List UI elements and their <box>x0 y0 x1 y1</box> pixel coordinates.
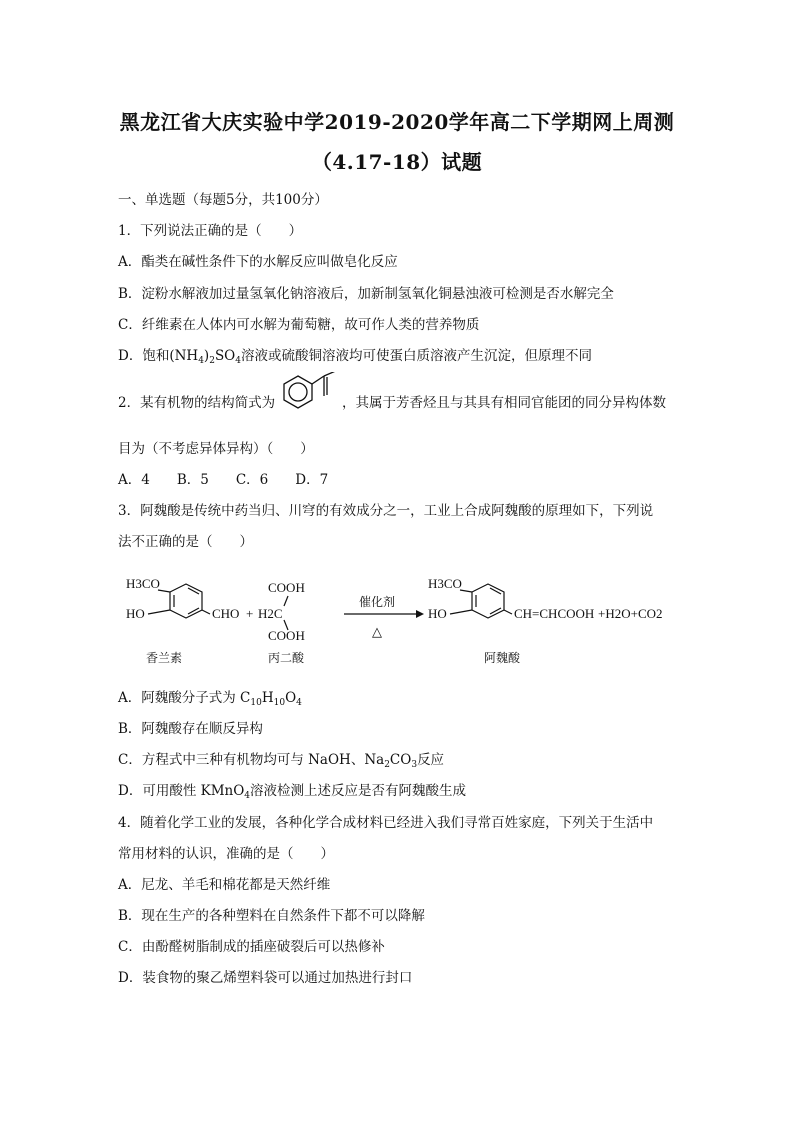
ferulic-acid-synthesis-scheme <box>118 572 678 672</box>
q1-option-c: C．纤维素在人体内可水解为葡萄糖，故可作人类的营养物质 <box>118 317 480 333</box>
q1-option-b: B．淀粉水解液加过量氢氧化钠溶液后，加新制氢氧化铜悬浊液可检测是否水解完全 <box>118 286 614 302</box>
vanillin-hydroxy: HO <box>126 606 145 621</box>
vanillin-aldehyde: CHO <box>212 606 240 621</box>
q3-stem-line1: 3．阿魏酸是传统中药当归、川穹的有效成分之一，工业上合成阿魏酸的原理如下，下列说 <box>118 503 654 519</box>
malonic-bonds <box>284 596 288 630</box>
heat-symbol: △ <box>372 624 382 639</box>
q4-option-b: B．现在生产的各种塑料在自然条件下都不可以降解 <box>118 908 425 924</box>
q4-option-c: C．由酚醛树脂制成的插座破裂后可以热修补 <box>118 939 385 955</box>
q4-option-d: D．装食物的聚乙烯塑料袋可以通过加热进行封口 <box>118 970 413 986</box>
q1-option-d: D．饱和$(NH_4)_2SO_4$溶液或硫酸铜溶液均可使蛋白质溶液产生沉淀，但原理不同 <box>118 348 592 366</box>
catalyst-label: 催化剂 <box>359 595 396 609</box>
reaction-arrow-head <box>416 610 424 618</box>
exam-title-line1: 黑龙江省大庆实验中学2019-2020学年高二下学期网上周测 <box>119 110 675 134</box>
q2-options: A．4 B．5 C．6 D．7 <box>118 472 329 488</box>
q4-stem-line2: 常用材料的认识，准确的是（ ） <box>118 846 334 862</box>
byproducts: +H2O+CO2 <box>598 606 663 621</box>
label-ferulic-acid: 阿魏酸 <box>484 651 521 665</box>
malonic-ch2: H2C <box>258 606 283 621</box>
ferulic-side-chain: CH=CHCOOH <box>514 606 595 621</box>
malonic-cooh-top: COOH <box>268 580 305 595</box>
q1-stem: 1．下列说法正确的是（ ） <box>118 223 303 239</box>
plus-sign: + <box>246 606 254 621</box>
styrene-structure <box>282 372 344 428</box>
q2-stem-line2: 目为（不考虑异体异构）（ ） <box>118 441 314 457</box>
q3-option-b: B．阿魏酸存在顺反异构 <box>118 721 263 737</box>
q3-option-d: D．可用酸性 KMnO$_4$溶液检测上述反应是否有阿魏酸生成 <box>118 783 467 801</box>
q1-option-a: A．酯类在碱性条件下的水解反应叫做皂化反应 <box>118 254 398 270</box>
malonic-cooh-bottom: COOH <box>268 628 305 643</box>
section-heading: 一、单选题（每题5分，共100分） <box>118 192 328 208</box>
ferulic-hydroxy: HO <box>428 606 447 621</box>
label-malonic-acid: 丙二酸 <box>268 651 305 665</box>
q2-stem-pre: 2．某有机物的结构简式为 <box>118 395 276 411</box>
q3-stem-line2: 法不正确的是（ ） <box>118 534 253 550</box>
q3-option-c: C．方程式中三种有机物均可与 NaOH、$Na_2CO_3$反应 <box>118 752 445 770</box>
ferulic-methoxy: H3CO <box>428 576 462 591</box>
label-vanillin: 香兰素 <box>146 651 183 665</box>
q4-stem-line1: 4．随着化学工业的发展，各种化学合成材料已经进入我们寻常百姓家庭，下列关于生活中 <box>118 815 654 831</box>
q3-option-a: A．阿魏酸分子式为 $C_{10}H_{10}O_4$ <box>118 690 302 708</box>
q4-option-a: A．尼龙、羊毛和棉花都是天然纤维 <box>118 877 331 893</box>
q2-stem-post: ，其属于芳香烃且与其具有相同官能团的同分异构体数 <box>342 395 666 411</box>
vanillin-methoxy: H3CO <box>126 576 160 591</box>
exam-title-line2: （4.17-18）试题 <box>311 150 483 174</box>
